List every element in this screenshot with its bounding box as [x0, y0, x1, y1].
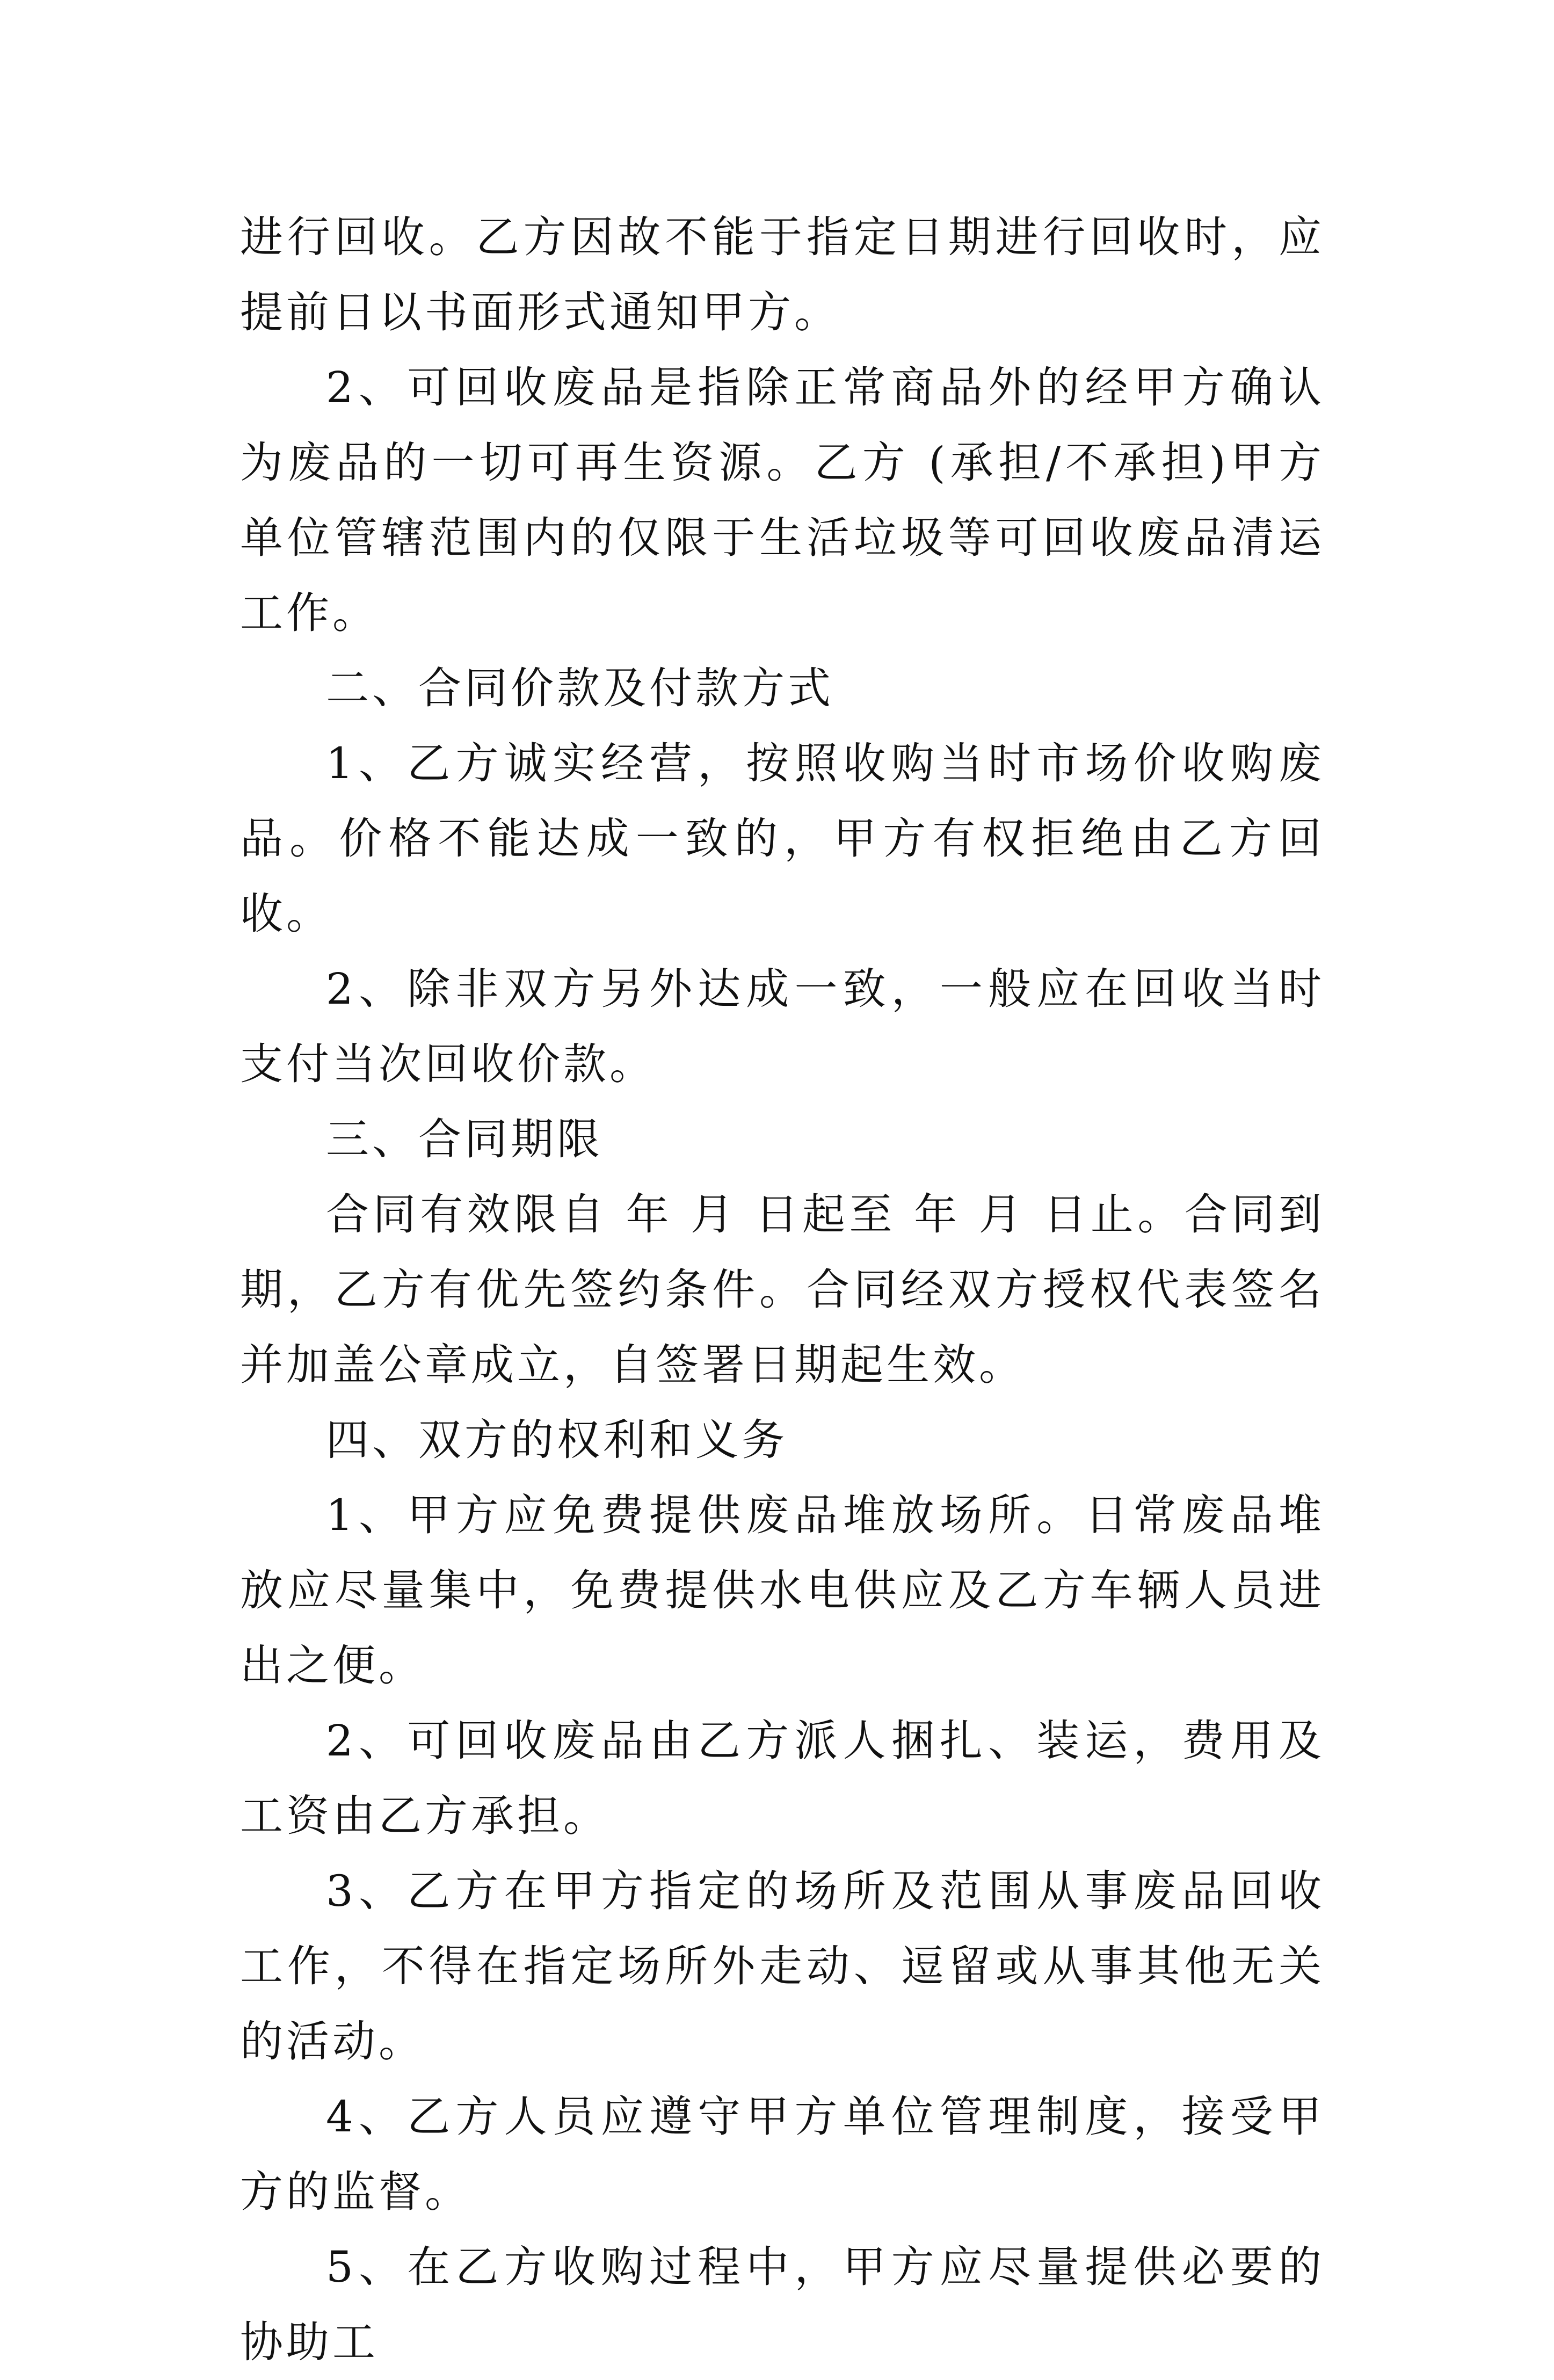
paragraph-price-2: 2、除非双方另外达成一致，一般应在回收当时支付当次回收价款。 — [240, 964, 1325, 1089]
section-heading-rights-duties: 四、双方的权利和义务 — [326, 1415, 788, 1465]
paragraph-duty-2: 2、可回收废品由乙方派人捆扎、装运，费用及工资由乙方承担。 — [240, 1716, 1325, 1841]
paragraph-price-1: 1、乙方诚实经营，按照收购当时市场价收购废品。价格不能达成一致的，甲方有权拒绝由乙方回收。 — [240, 738, 1325, 939]
paragraph-duty-4: 4、乙方人员应遵守甲方单位管理制度，接受甲方的监督。 — [240, 2092, 1325, 2217]
paragraph-recyclable-definition: 2、可回收废品是指除正常商品外的经甲方确认为废品的一切可再生资源。乙方 (承担/不承担)甲方单位管辖范围内的仅限于生活垃圾等可回收废品清运工作。 — [240, 362, 1325, 638]
paragraph-duty-5: 5、在乙方收购过程中，甲方应尽量提供必要的协助工 — [240, 2242, 1325, 2367]
document-body — [240, 200, 1325, 2380]
section-heading-term: 三、合同期限 — [326, 1114, 603, 1164]
paragraph-duty-3: 3、乙方在甲方指定的场所及范围从事废品回收工作，不得在指定场所外走动、逗留或从事其他无关的活动。 — [240, 1866, 1325, 2066]
paragraph-duty-1: 1、甲方应免费提供废品堆放场所。日常废品堆放应尽量集中，免费提供水电供应及乙方车辆人员进出之便。 — [240, 1490, 1325, 1690]
paragraph-term: 合同有效限自 年 月 日起至 年 月 日止。合同到期，乙方有优先签约条件。合同经双方授权代表签名并加盖公章成立，自签署日期起生效。 — [240, 1189, 1325, 1390]
section-heading-price-payment: 二、合同价款及付款方式 — [326, 663, 834, 713]
paragraph-continuation: 进行回收。乙方因故不能于指定日期进行回收时，应提前日以书面形式通知甲方。 — [240, 212, 1325, 337]
